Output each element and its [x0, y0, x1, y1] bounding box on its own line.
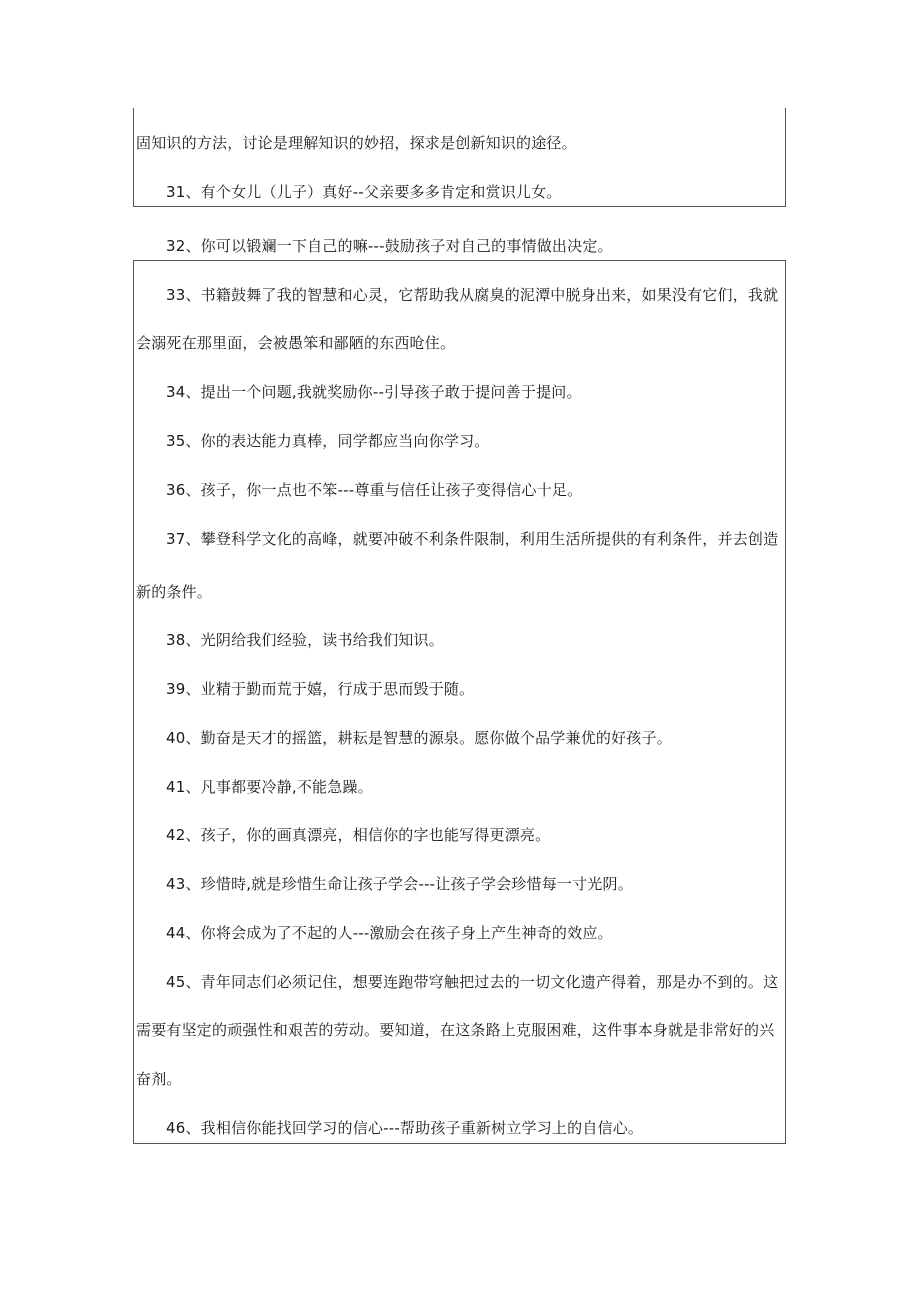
quote-33: 33、书籍鼓舞了我的智慧和心灵，它帮助我从腐臭的泥潭中脱身出来，如果没有它们，我就 [166, 286, 779, 304]
quote-34: 34、提出一个问题,我就奖励你--引导孩子敢于提问善于提问。 [166, 383, 582, 401]
quote-41: 41、凡事都要冷静,不能急躁。 [166, 778, 373, 796]
quote-44: 44、你将会成为了不起的人---激励会在孩子身上产生神奇的效应。 [166, 924, 613, 942]
quote-33-cont: 会溺死在那里面，会被愚笨和鄙陋的东西呛住。 [136, 334, 456, 352]
quote-36: 36、孩子，你一点也不笨---尊重与信任让孩子变得信心十足。 [166, 481, 583, 499]
quote-line: 固知识的方法，讨论是理解知识的妙招，探求是创新知识的途径。 [136, 134, 577, 152]
quote-43: 43、珍惜時,就是珍惜生命让孩子学会---让孩子学会珍惜每一寸光阴。 [166, 875, 633, 893]
quote-45: 45、青年同志们必须记住，想要连跑带穹触把过去的一切文化遗产得着，那是办不到的。这 [166, 973, 779, 991]
quote-46: 46、我相信你能找回学习的信心---帮助孩子重新树立学习上的自信心。 [166, 1119, 644, 1137]
quote-31: 31、有个女儿（儿子）真好--父亲要多多肯定和赏识儿女。 [166, 183, 562, 201]
quote-39: 39、业精于勤而荒于嬉，行成于思而毁于随。 [166, 680, 475, 698]
quote-42: 42、孩子，你的画真漂亮，相信你的字也能写得更漂亮。 [166, 826, 551, 844]
quote-35: 35、你的表达能力真棒，同学都应当向你学习。 [166, 432, 490, 450]
quote-38: 38、光阴给我们经验，读书给我们知识。 [166, 631, 444, 649]
quote-37: 37、攀登科学文化的高峰，就要冲破不利条件限制，利用生活所提供的有利条件，并去创造 [166, 530, 779, 548]
quote-32: 32、你可以锻斓一下自己的嘛---鼓励孩子对自己的事情做出决定。 [166, 237, 613, 255]
quote-40: 40、勤奋是天才的摇篮，耕耘是智慧的源泉。愿你做个品学兼优的好孩子。 [166, 729, 672, 747]
quote-37-cont: 新的条件。 [136, 583, 213, 601]
quote-45-cont: 需要有坚定的顽强性和艰苦的劳动。要知道，在这条路上克服困难，这件事本身就是非常好的兴 [136, 1021, 775, 1039]
quote-45-cont-2: 奋剂。 [136, 1070, 182, 1088]
